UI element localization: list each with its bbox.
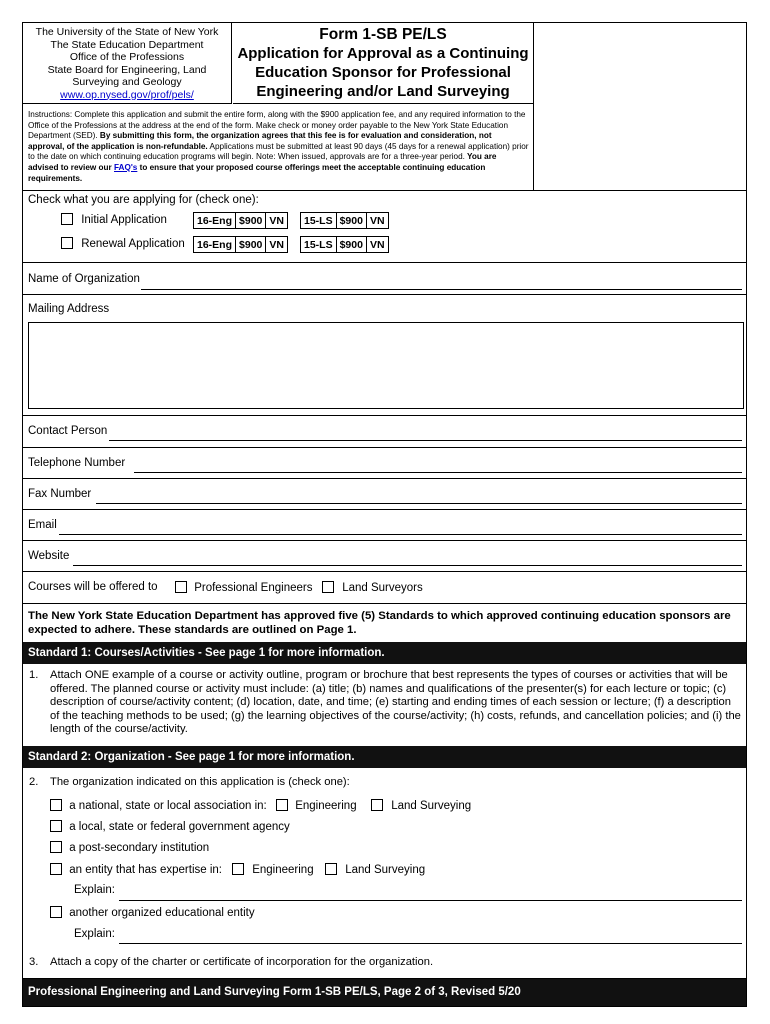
website-input[interactable] xyxy=(73,565,742,566)
form-title-line: Application for Approval as a Continuing xyxy=(237,45,529,62)
q3-text: Attach a copy of the charter or certificate of incorporation for the organization. xyxy=(50,956,434,968)
standard1-body xyxy=(23,664,746,746)
entity-engineering-checkbox[interactable] xyxy=(232,863,244,875)
agency-line: Office of the Professions xyxy=(69,51,185,63)
instructions xyxy=(23,104,534,190)
government-checkbox[interactable] xyxy=(50,820,62,832)
entity-land-surveying-option[interactable] xyxy=(325,863,425,876)
courses-label: Courses will be offered to xyxy=(28,581,158,593)
fee-type: VN xyxy=(269,215,284,227)
association-label: a national, state or local association in: xyxy=(69,800,267,812)
initial-application-option[interactable] xyxy=(61,213,167,226)
agency-line: The State Education Department xyxy=(50,38,204,51)
organization-row xyxy=(23,262,746,294)
organization-label: Name of Organization xyxy=(28,273,140,285)
form-title-line: Engineering and/or Land Surveying xyxy=(256,83,510,100)
website-row xyxy=(23,540,746,571)
standard1-header: Standard 1: Courses/Activities - See page 1 for more information. xyxy=(23,642,746,664)
professional-engineers-checkbox[interactable] xyxy=(175,581,187,593)
q3-number: 3. xyxy=(29,956,39,968)
standards-intro-text: The New York State Education Department has approved five (5) Standards to which approved continuing education sponsors are expected to adhere. These standards are outlined on Page 1. xyxy=(28,610,731,636)
agency-line: The University of the State of New York xyxy=(35,26,219,38)
mailing-address-input[interactable] xyxy=(28,322,744,409)
standards-intro-row xyxy=(23,603,746,642)
standard2-body xyxy=(23,768,746,978)
fee-code: 15-LS xyxy=(301,237,337,252)
initial-application-checkbox[interactable] xyxy=(61,213,73,225)
agency-line: Surveying and Geology xyxy=(72,76,182,88)
instructions-text: Instructions: Complete this application and submit the entire form, along with the $900 application fee, and any required information to the Office of the Professions at the address at the end of the form. Make check or money order payable to the New York State Education Department (SED). xyxy=(28,110,526,141)
fee-amount: $900 xyxy=(337,213,367,228)
email-row xyxy=(23,509,746,540)
other-entity-checkbox[interactable] xyxy=(50,906,62,918)
post-secondary-checkbox[interactable] xyxy=(50,841,62,853)
email-input[interactable] xyxy=(59,534,742,535)
telephone-label: Telephone Number xyxy=(28,457,126,469)
q2-text: The organization indicated on this application is (check one): xyxy=(50,776,350,788)
q2-number: 2. xyxy=(29,776,39,788)
fee-type: VN xyxy=(369,215,385,227)
form-page xyxy=(22,22,747,1007)
website-label: Website xyxy=(28,550,70,562)
form-title-line: Education Sponsor for Professional xyxy=(255,64,511,81)
contact-input[interactable] xyxy=(109,440,742,441)
entity-engineering-label: Engineering xyxy=(252,864,314,876)
application-type-section xyxy=(23,190,746,262)
application-type-prompt: Check what you are applying for (check one): xyxy=(28,194,259,206)
faq-link[interactable]: FAQ's xyxy=(114,162,138,172)
renewal-application-checkbox[interactable] xyxy=(61,237,73,249)
government-label: a local, state or federal government agency xyxy=(69,821,290,833)
standard1-text: Attach ONE example of a course or activity outline, program or brochure that best represents the types of courses or activities that will be offered. The planned course or activity must include: (a) title; (b) names and qualifications of the presenter(s) for each lecture or topic; (c) description of course/activity content; (d) location, date, and time; (e) starting and ending times of each session or lecture; (f) a description of the teaching methods to be used; (g) the learning objectives of the course/activity; (h) costs, refunds, and cancellation policies; and (i) the length of the course/activity. xyxy=(50,669,741,735)
email-label: Email xyxy=(28,519,57,531)
association-engineering-checkbox[interactable] xyxy=(276,799,288,811)
fax-input[interactable] xyxy=(96,503,742,504)
fee-amount: $900 xyxy=(236,213,266,228)
entity-land-surveying-label: Land Surveying xyxy=(345,864,426,876)
standard2-header: Standard 2: Organization - See page 1 for more information. xyxy=(23,746,746,768)
initial-ls-fee xyxy=(300,212,389,229)
post-secondary-label: a post-secondary institution xyxy=(69,842,210,854)
fee-code: 15-LS xyxy=(301,213,337,228)
fee-type: VN xyxy=(369,239,385,251)
mailing-address-row xyxy=(23,294,746,415)
standard1-number: 1. xyxy=(29,669,39,681)
telephone-row xyxy=(23,447,746,478)
association-checkbox[interactable] xyxy=(50,799,62,811)
instructions-deadline: Applications must be submitted at least 90 days (45 days for a renewal application) prior to the date on which continuing education programs will begin. Note: When issued, approvals are for a three-year period. xyxy=(28,141,529,162)
entity-engineering-option[interactable] xyxy=(232,863,314,876)
government-option[interactable] xyxy=(50,820,290,833)
association-land-surveying-checkbox[interactable] xyxy=(371,799,383,811)
association-engineering-label: Engineering xyxy=(295,800,357,812)
agency-line: State Board for Engineering, Land xyxy=(47,63,207,76)
renewal-application-option[interactable] xyxy=(61,237,185,250)
instructions-advice: You are advised to review our xyxy=(28,152,497,172)
professional-engineers-label: Professional Engineers xyxy=(194,582,313,594)
organization-input[interactable] xyxy=(141,289,742,290)
entity-explain-label: Explain: xyxy=(74,884,115,896)
mailing-address-label: Mailing Address xyxy=(28,303,110,315)
fee-amount: $900 xyxy=(236,237,266,252)
entity-land-surveying-checkbox[interactable] xyxy=(325,863,337,875)
renewal-application-label: Renewal Application xyxy=(81,238,185,250)
form-header xyxy=(23,23,746,190)
initial-application-label: Initial Application xyxy=(81,214,167,226)
courses-row xyxy=(23,571,746,603)
post-secondary-option[interactable] xyxy=(50,841,209,854)
professional-engineers-option[interactable] xyxy=(175,581,312,594)
land-surveyors-label: Land Surveyors xyxy=(342,582,423,594)
other-entity-option[interactable] xyxy=(50,906,255,919)
agency-url-link[interactable]: www.op.nysed.gov/prof/pels/ xyxy=(60,88,194,101)
fax-label: Fax Number xyxy=(28,488,92,500)
entity-explain-input[interactable] xyxy=(119,900,742,901)
association-option[interactable] xyxy=(50,799,267,812)
association-land-surveying-option[interactable] xyxy=(371,799,471,812)
other-explain-label: Explain: xyxy=(74,928,115,940)
entity-checkbox[interactable] xyxy=(50,863,62,875)
instructions-fee-notice: By submitting this form, the organization agrees that this fee is for evaluation and consideration, not approval, of the application is non-refundable. xyxy=(28,131,492,151)
fee-code: 16-Eng xyxy=(194,213,236,228)
entity-option[interactable] xyxy=(50,863,222,876)
fax-row xyxy=(23,478,746,509)
land-surveyors-checkbox[interactable] xyxy=(322,581,334,593)
other-entity-label: another organized educational entity xyxy=(69,907,255,919)
contact-label: Contact Person xyxy=(28,425,108,437)
instructions-advice-end: to ensure that your proposed course offerings meet the acceptable continuing education requirements. xyxy=(28,162,486,183)
form-title xyxy=(233,23,534,104)
entity-label: an entity that has expertise in: xyxy=(69,864,222,876)
form-title-line: Form 1-SB PE/LS xyxy=(319,26,447,43)
association-land-surveying-label: Land Surveying xyxy=(391,800,472,812)
page-footer: Professional Engineering and Land Surveying Form 1-SB PE/LS, Page 2 of 3, Revised 5/20 xyxy=(23,978,746,1006)
contact-row xyxy=(23,415,746,447)
association-engineering-option[interactable] xyxy=(276,799,357,812)
fee-type: VN xyxy=(269,239,284,251)
initial-eng-fee xyxy=(193,212,288,229)
agency-block xyxy=(23,23,232,104)
renewal-ls-fee xyxy=(300,236,389,253)
fee-code: 16-Eng xyxy=(194,237,236,252)
land-surveyors-option[interactable] xyxy=(322,581,423,594)
telephone-input[interactable] xyxy=(134,472,742,473)
other-explain-input[interactable] xyxy=(119,943,742,944)
fee-amount: $900 xyxy=(337,237,367,252)
renewal-eng-fee xyxy=(193,236,288,253)
